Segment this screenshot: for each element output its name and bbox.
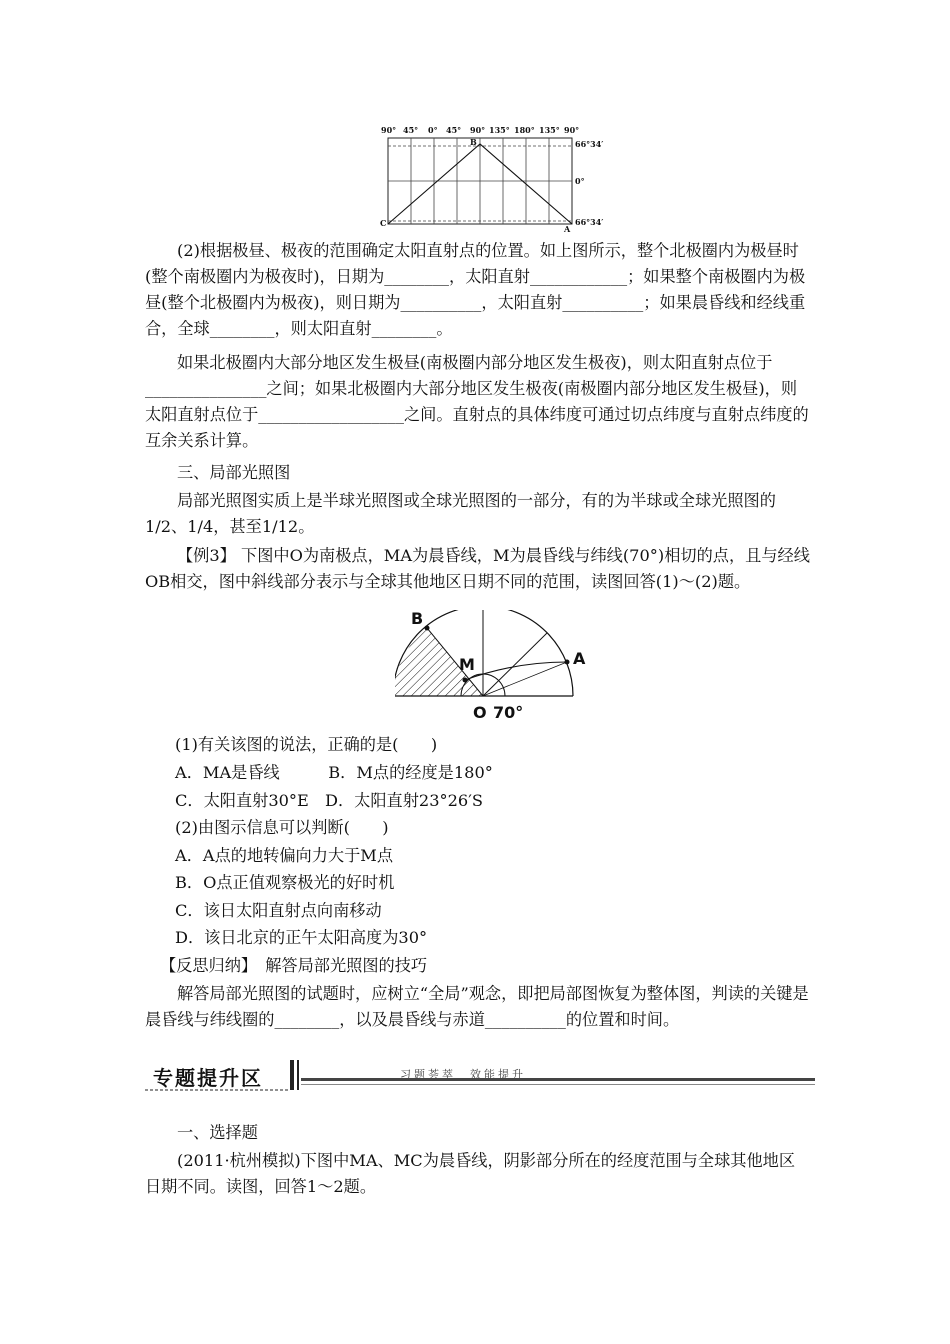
top-label-0: 90° — [381, 125, 397, 135]
label-a-fig2: A — [573, 649, 586, 668]
label-c: C — [380, 218, 387, 228]
label-o: O — [473, 703, 487, 722]
question-2-option-d: D．该日北京的正午太阳高度为30° — [175, 928, 428, 947]
label-m: M — [459, 655, 475, 674]
point-b — [425, 626, 430, 631]
label-a: A — [564, 224, 571, 234]
top-label-4: 90° — [470, 125, 486, 135]
question-2-option-c: C．该日太阳直射点向南移动 — [175, 901, 382, 920]
top-label-7: 135° — [539, 125, 560, 135]
reflection-body: 解答局部光照图的试题时，应树立“全局”观念，即把局部图恢复为整体图，判读的关键是晨昏线与纬线圈的________，以及晨昏线与赤道__________的位置和时间。 — [145, 984, 809, 1029]
paragraph-local-map: 局部光照图实质上是半球光照图或全球光照图的一部分，有的为半球或全球光照图的1/2、1/4，甚至1/12。 — [145, 491, 776, 536]
point-a — [565, 660, 570, 665]
question-2-stem: (2)由图示信息可以判断( ) — [175, 818, 389, 837]
meridian-right — [483, 633, 547, 696]
top-label-2: 0° — [428, 125, 438, 135]
question-1-stem: (1)有关该图的说法，正确的是( ) — [175, 735, 438, 754]
paragraph-polar-day: (2)根据极昼、极夜的范围确定太阳直射点的位置。如上图所示，整个北极圈内为极昼时(整个南极圈内为极夜时)，日期为________，太阳直射____________；如果整个南极圈内为极昼(整个北极圈内为极夜)，则日期为__________，太阳直射__________；如果晨昏线和经线重合，全球________，则太阳直射________。 — [145, 241, 806, 338]
label-b: B — [470, 137, 477, 147]
reflection-title: 【反思归纳】 解答局部光照图的技巧 — [160, 956, 428, 975]
question-2-option-a: A．A点的地转偏向力大于M点 — [175, 846, 394, 865]
paragraph-subsolar: 如果北极圈内大部分地区发生极昼(南极圈内部分地区发生极夜)，则太阳直射点位于_______________之间；如果北极圈内大部分地区发生极夜(南极圈内部分地区发生极昼)，则太阳直射点位于__________________之间。直射点的具体纬度可通过切点纬度与直射点纬度的互余关系计算。 — [145, 353, 809, 450]
terminator-ma — [465, 662, 567, 680]
top-label-6: 180° — [514, 125, 535, 135]
sunlight-grid-figure — [378, 124, 618, 234]
right-label-2: 66°34′ — [575, 217, 604, 227]
banner-subtitle: 习题荟萃 效能提升 — [400, 1068, 526, 1081]
section-banner — [145, 1058, 815, 1094]
example-3-prompt: 【例3】 下图中O为南极点，MA为晨昏线，M为晨昏线与纬线(70°)相切的点，且与经线OB相交，图中斜线部分表示与全球其他地区日期不同的范围，读图回答(1)～(2)题。 — [145, 546, 810, 591]
question-1-options-ab: A．MA是昏线 B．M点的经度是180° — [175, 763, 493, 782]
hangzhou-question-intro: (2011·杭州模拟)下图中MA、MC为晨昏线，阴影部分所在的经度范围与全球其他地区日期不同。读图，回答1～2题。 — [145, 1151, 796, 1196]
top-label-8: 90° — [564, 125, 580, 135]
grid-diagram — [378, 124, 618, 234]
section-heading-local: 三、局部光照图 — [177, 463, 291, 482]
top-label-3: 45° — [446, 125, 462, 135]
local-illumination-figure — [395, 610, 595, 728]
banner-title: 专题提升区 — [153, 1066, 263, 1090]
top-label-1: 45° — [403, 125, 419, 135]
label-b-fig2: B — [411, 610, 424, 628]
polar-diagram — [395, 610, 595, 728]
section-heading-choice: 一、选择题 — [177, 1123, 258, 1142]
question-2-option-b: B．O点正值观察极光的好时机 — [175, 873, 395, 892]
line-oa — [483, 662, 567, 696]
top-label-5: 135° — [489, 125, 510, 135]
label-70-deg: 70° — [493, 703, 524, 722]
right-label-1: 0° — [575, 176, 585, 186]
point-m — [463, 678, 468, 683]
right-label-0: 66°34′ — [575, 139, 604, 149]
question-1-options-cd: C．太阳直射30°E D．太阳直射23°26′S — [175, 791, 483, 810]
